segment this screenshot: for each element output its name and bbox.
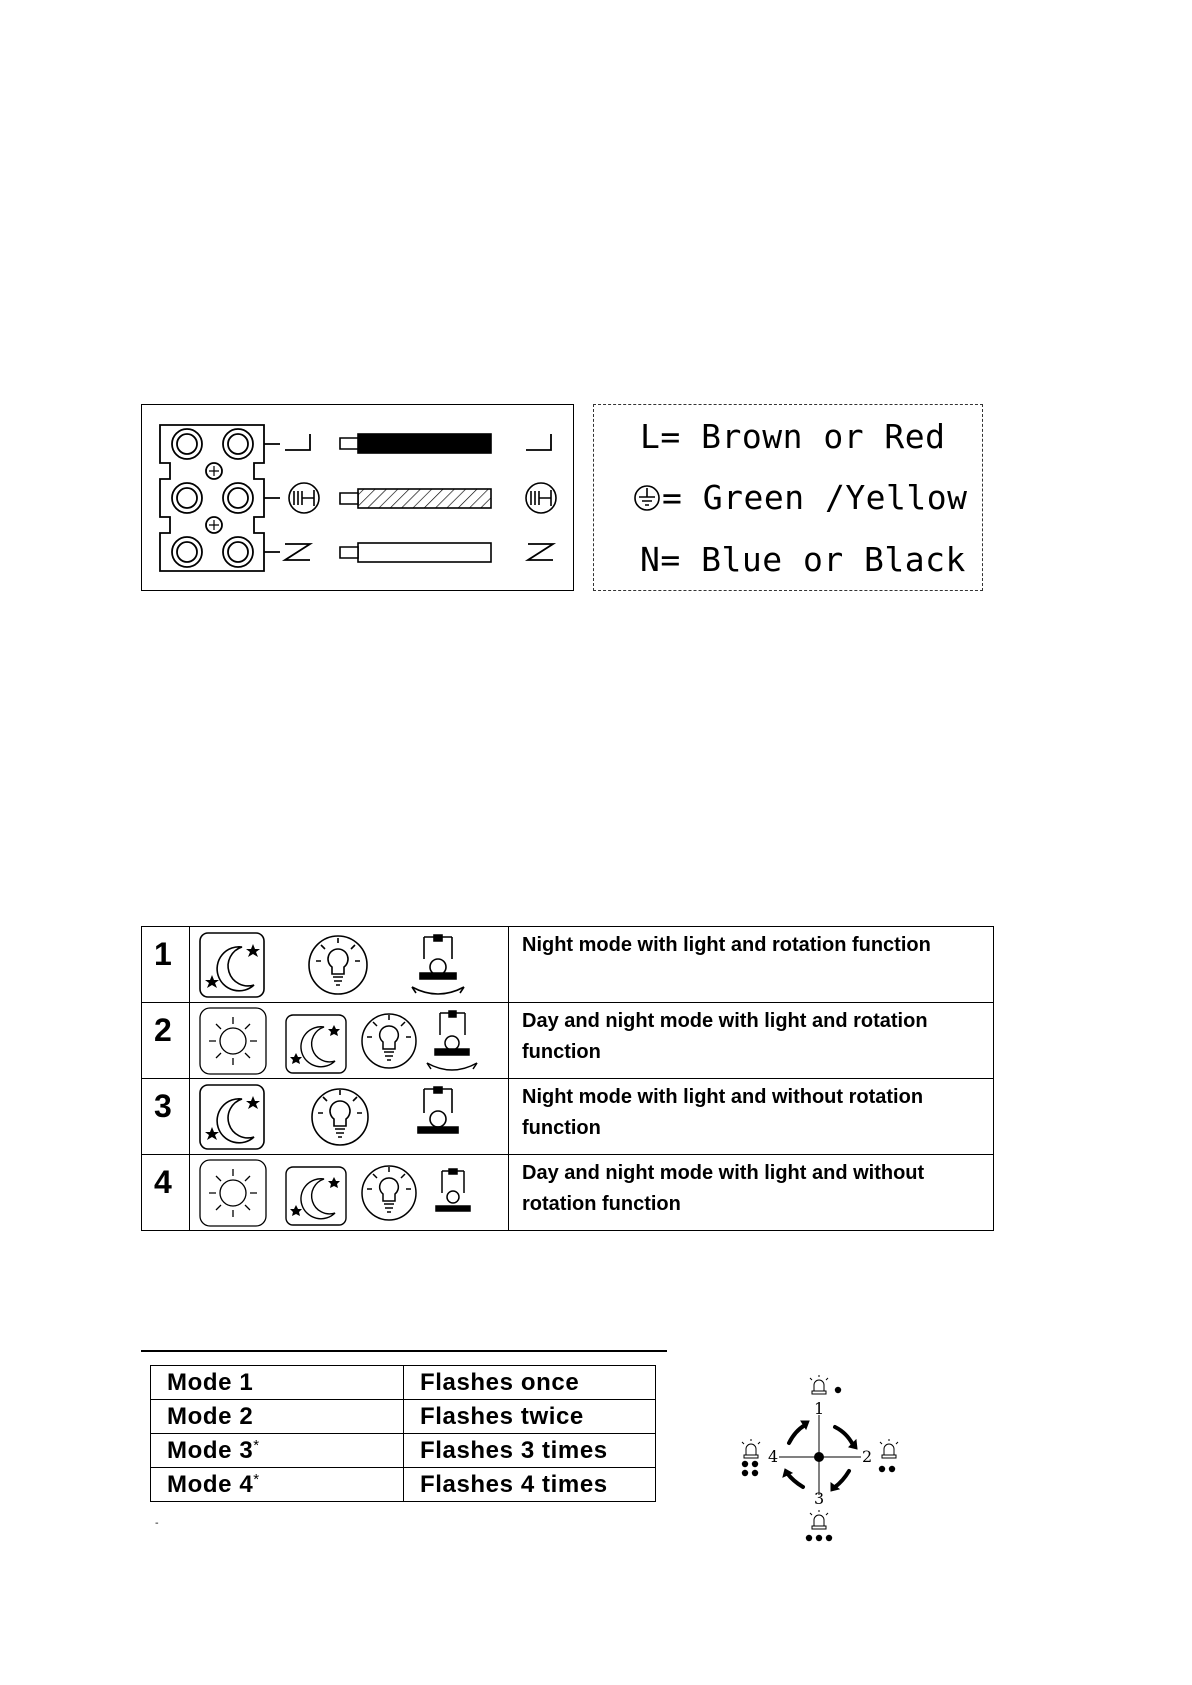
earth-ground-icon (632, 483, 662, 513)
mode-description: Day and night mode with light and rotation function (509, 1003, 994, 1079)
mode-number: 4 (142, 1155, 190, 1231)
table-row (142, 927, 994, 1003)
mode-3-icons (190, 1079, 508, 1155)
mode-number: 2 (142, 1003, 190, 1079)
legend-earth (632, 478, 968, 517)
mode-icons (190, 1079, 509, 1155)
flash-mode-star: * (253, 1436, 260, 1454)
legend-neutral-text: Blue or Black (680, 540, 966, 579)
wire-color-legend (593, 404, 983, 591)
table-row (151, 1468, 656, 1502)
flash-count-cell: Flashes once (404, 1366, 656, 1400)
modes-table (141, 926, 994, 1231)
flash-mode-label: Mode 3 (167, 1436, 254, 1464)
flash-count-cell: Flashes 4 times (404, 1468, 656, 1502)
table-row (151, 1400, 656, 1434)
flash-count-cell: Flashes twice (404, 1400, 656, 1434)
mode-2-icons (190, 1003, 508, 1079)
position-2-label: 2 (862, 1447, 873, 1466)
terminal-block-drawing (142, 405, 575, 592)
mode-description: Day and night mode with light and without rotation function (509, 1155, 994, 1231)
static-light-icon (418, 1087, 458, 1133)
bulb-icon (312, 1089, 368, 1145)
flash-table-rule (141, 1350, 667, 1352)
table-row (151, 1434, 656, 1468)
flash-mode-star: * (253, 1470, 260, 1488)
moon-icon (200, 1085, 264, 1149)
bulb-icon (362, 1014, 416, 1068)
flash-mode-label: Mode 1 (167, 1368, 254, 1396)
table-row (142, 1155, 994, 1231)
moon-icon (286, 1167, 346, 1225)
flash-mode-label: Mode 4 (167, 1470, 254, 1498)
terminal-block-diagram (141, 404, 574, 591)
flash-mode-cell (151, 1468, 404, 1502)
legend-live (640, 417, 946, 456)
sun-icon (200, 1160, 266, 1226)
legend-live-text: Brown or Red (680, 417, 946, 456)
flash-mode-cell (151, 1400, 404, 1434)
legend-earth-symbol: = (662, 478, 683, 517)
mode-description: Night mode with light and without rotation function (509, 1079, 994, 1155)
position-selector-diagram (735, 1375, 915, 1550)
mode-number: 1 (142, 927, 190, 1003)
bulb-icon (309, 936, 367, 994)
moon-icon (200, 933, 264, 997)
flash-mode-cell (151, 1434, 404, 1468)
mode-4-icons (190, 1155, 508, 1231)
rotating-light-icon (427, 1011, 477, 1070)
mode-icons (190, 927, 509, 1003)
legend-earth-text: Green /Yellow (682, 478, 968, 517)
selector-center-dot (814, 1452, 824, 1462)
footnote-mark: - (155, 1518, 159, 1529)
flash-count-cell: Flashes 3 times (404, 1434, 656, 1468)
legend-neutral-symbol: N= (640, 540, 681, 579)
position-4-label: 4 (768, 1447, 779, 1466)
sun-icon (200, 1008, 266, 1074)
position-3-label: 3 (814, 1489, 825, 1508)
mode-number: 3 (142, 1079, 190, 1155)
static-light-icon (436, 1169, 470, 1211)
legend-neutral (640, 540, 966, 579)
moon-icon (286, 1015, 346, 1073)
mode-1-icons (190, 927, 508, 1003)
flash-mode-label: Mode 2 (167, 1402, 254, 1430)
mode-description: Night mode with light and rotation function (509, 927, 994, 1003)
table-row (142, 1079, 994, 1155)
bulb-icon (362, 1166, 416, 1220)
flash-mode-cell (151, 1366, 404, 1400)
flash-table (150, 1365, 656, 1502)
rotating-light-icon (412, 935, 464, 994)
legend-live-symbol: L= (640, 417, 681, 456)
position-1-label: 1 (814, 1399, 825, 1418)
table-row (142, 1003, 994, 1079)
mode-icons (190, 1003, 509, 1079)
table-row (151, 1366, 656, 1400)
mode-icons (190, 1155, 509, 1231)
